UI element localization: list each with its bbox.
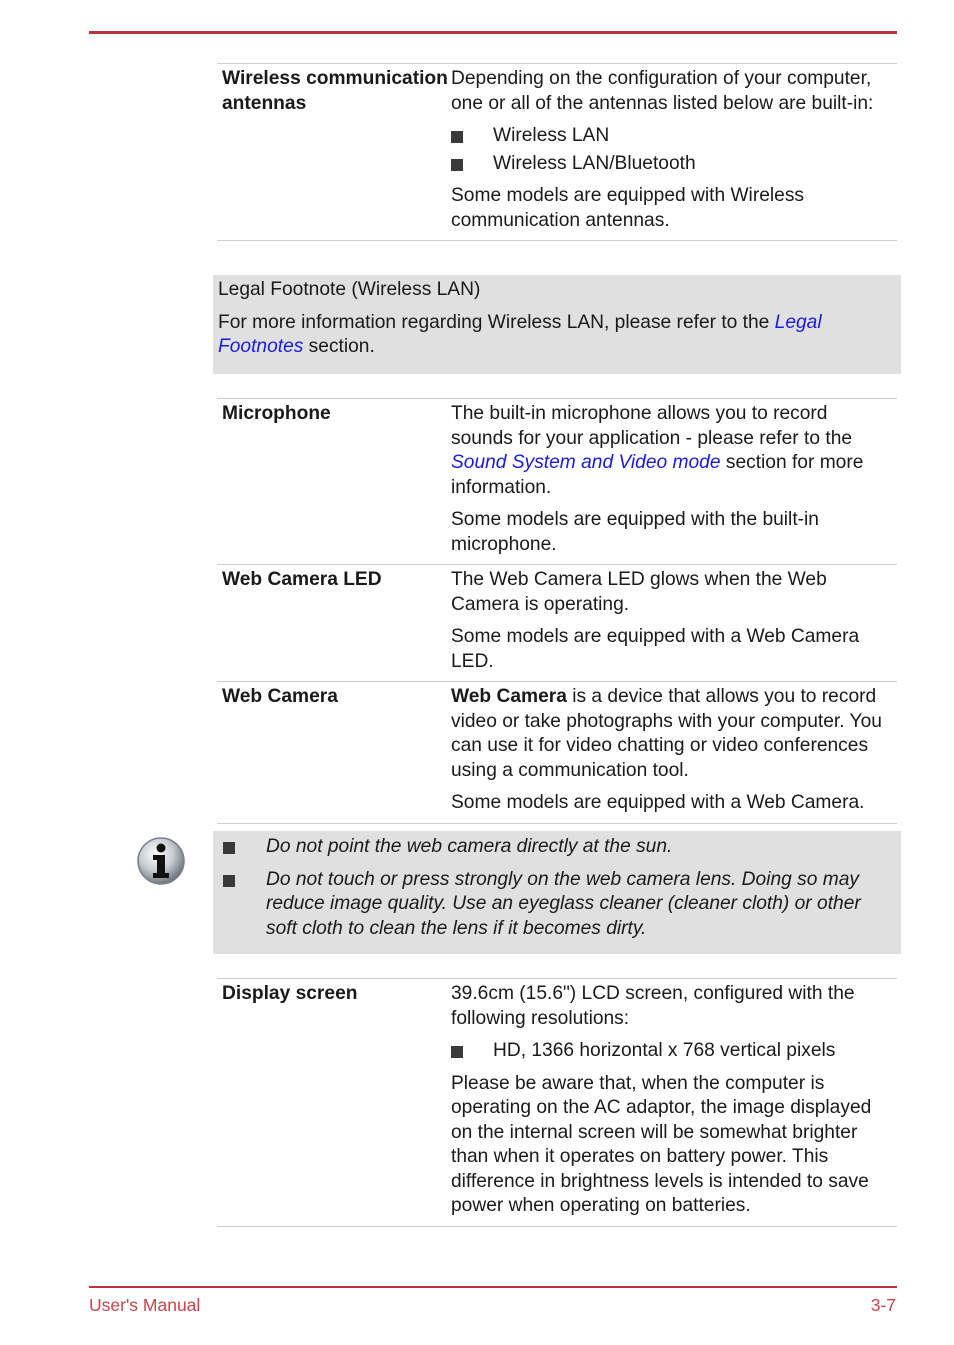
notes-list	[218, 835, 891, 941]
term-label: Microphone	[222, 403, 331, 424]
footnote-title: Legal Footnote (Wireless LAN)	[218, 279, 481, 300]
term-description	[451, 685, 897, 816]
wireless-table	[217, 63, 897, 241]
info-icon	[136, 836, 186, 886]
description-note: Some models are equipped with a Web Camera LED.	[451, 626, 860, 672]
description-text: 39.6cm (15.6") LCD screen, configured with the following resolutions:	[451, 983, 855, 1029]
description-text-part: section for more information.	[451, 452, 864, 498]
bold-lead: Web Camera	[451, 686, 567, 707]
term-description	[451, 67, 897, 233]
header-rule	[89, 31, 897, 34]
term-label: Web Camera LED	[222, 569, 382, 590]
sound-system-link[interactable]: Sound System and Video mode	[451, 452, 721, 473]
term-description	[451, 568, 897, 674]
description-text: The Web Camera LED glows when the Web Camera is operating.	[451, 569, 827, 615]
term-description	[451, 402, 897, 557]
description-text-part: The built-in microphone allows you to record sounds for your application - please refer to the	[451, 403, 853, 449]
term-description	[451, 982, 897, 1219]
description-text-part: is a device that allows you to record video or take photographs with your computer. You can use it for video chatting or video conferences using a communication tool.	[451, 686, 882, 781]
list-item: Do not point the web camera directly at the sun.	[218, 835, 891, 860]
footer-manual-title: User's Manual	[89, 1295, 201, 1315]
list-item: Wireless LAN	[451, 124, 889, 149]
webcam-notes-box	[213, 831, 901, 954]
footnote-text-part: section.	[303, 336, 375, 357]
bullet-list	[451, 1039, 889, 1064]
term-label: Display screen	[222, 983, 358, 1004]
description-note: Some models are equipped with Wireless communication antennas.	[451, 185, 805, 231]
footer-page-number: 3-7	[870, 1295, 896, 1315]
legal-footnotes-link[interactable]: Legal Footnotes	[218, 311, 822, 357]
table-row	[217, 682, 897, 824]
table-row	[217, 64, 897, 241]
description-text: Depending on the configuration of your computer, one or all of the antennas listed below are built-in:	[451, 68, 874, 114]
list-item: Do not touch or press strongly on the web camera lens. Doing so may reduce image quality. Use an eyeglass cleaner (cleaner cloth) or other soft cloth to clean the lens if it becomes dirty.	[218, 868, 891, 942]
legal-footnote-box	[213, 275, 901, 374]
camera-table	[217, 398, 897, 824]
display-table	[217, 978, 897, 1227]
description-note: Please be aware that, when the computer is operating on the AC adaptor, the image displayed on the internal screen will be somewhat brighter than when it operates on battery power. This difference in brightness levels is intended to save power when operating on batteries.	[451, 1072, 872, 1216]
bullet-list	[451, 124, 889, 176]
table-row	[217, 979, 897, 1227]
footnote-text-part: For more information regarding Wireless LAN, please refer to the	[218, 311, 775, 333]
footnote-text	[218, 311, 891, 360]
term-label: Web Camera	[222, 686, 338, 707]
table-row	[217, 565, 897, 682]
description-note: Some models are equipped with a Web Camera.	[451, 792, 865, 813]
list-item: HD, 1366 horizontal x 768 vertical pixels	[451, 1039, 889, 1064]
term-label: Wireless communication antennas	[222, 68, 448, 114]
table-row	[217, 399, 897, 565]
description-text	[451, 402, 889, 500]
footer-rule	[89, 1286, 897, 1288]
description-note: Some models are equipped with the built-in microphone.	[451, 509, 819, 555]
description-text	[451, 685, 889, 783]
list-item: Wireless LAN/Bluetooth	[451, 152, 889, 177]
